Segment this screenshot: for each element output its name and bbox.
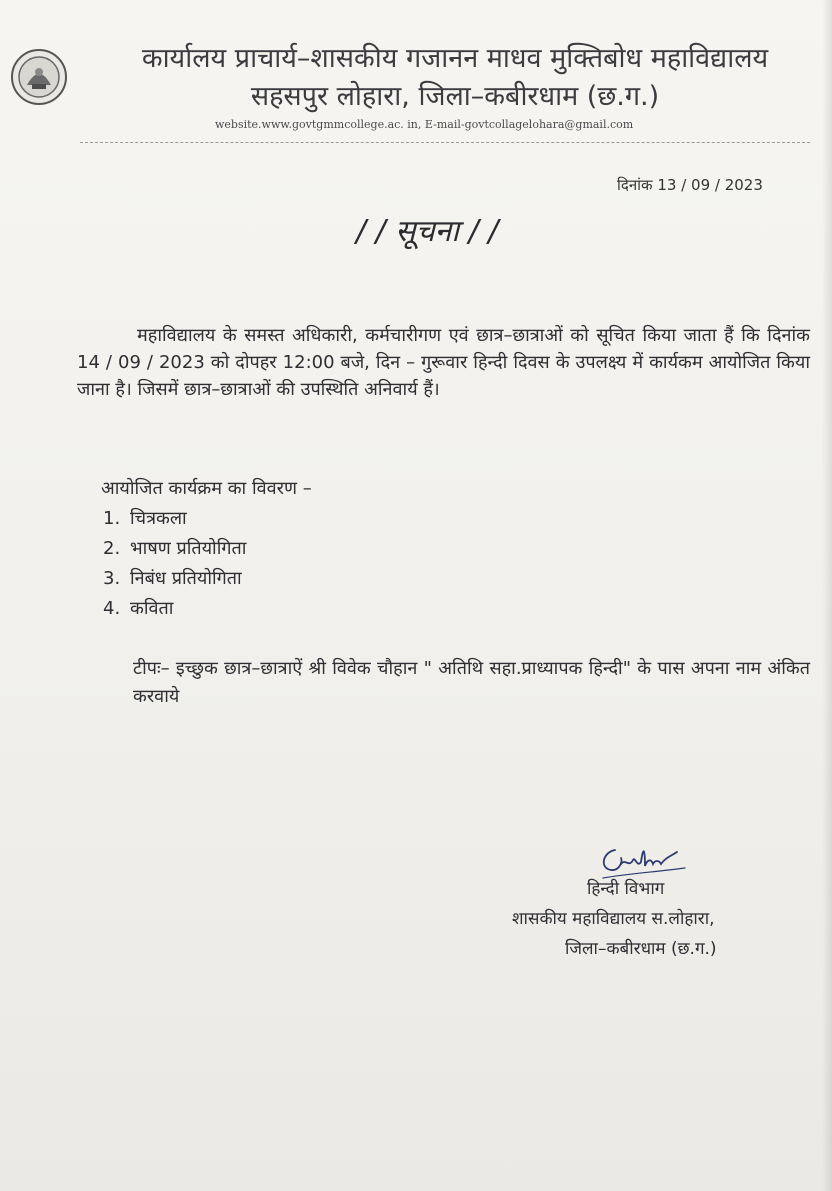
- handwritten-signature: [595, 838, 690, 880]
- college-logo-icon: [10, 48, 68, 106]
- notice-paragraph: [77, 322, 810, 403]
- list-item-number: 2.: [103, 538, 121, 559]
- list-item: [103, 504, 246, 534]
- notice-tip: टीपः– इच्छुक छात्र–छात्राऐं श्री विवेक चौहान " अतिथि सहा.प्राध्यापक हिन्दी" के पास अपना नाम अंकित करवाये: [133, 658, 810, 707]
- notice-title: / / सूचना / /: [356, 214, 499, 249]
- notice-date: दिनांक 13 / 09 / 2023: [617, 176, 763, 194]
- programme-list-heading: आयोजित कार्यक्रम का विवरण –: [101, 478, 312, 499]
- list-item-number: 3.: [103, 568, 121, 589]
- page-edge-shadow: [822, 0, 832, 1191]
- header-title-line1: कार्यालय प्राचार्य–शासकीय गजानन माधव मुक्तिबोध महाविद्यालय: [141, 43, 769, 74]
- list-item-text: कविता: [130, 598, 174, 619]
- list-item-text: भाषण प्रतियोगिता: [130, 538, 247, 559]
- list-item-text: चित्रकला: [130, 508, 187, 529]
- programme-list: [103, 504, 246, 624]
- list-item-number: 1.: [103, 508, 121, 529]
- list-item: [103, 534, 246, 564]
- header-divider: [80, 142, 810, 143]
- list-item: [103, 564, 246, 594]
- signatory-department: हिन्दी विभाग: [587, 879, 665, 899]
- signatory-district: जिला–कबीरधाम (छ.ग.): [565, 939, 717, 959]
- header-contact: website.www.govtgmmcollege.ac. in, E-mail-govtcollagelohara@gmail.com: [215, 118, 634, 131]
- list-item-text: निबंध प्रतियोगिता: [130, 568, 242, 589]
- list-item-number: 4.: [103, 598, 121, 619]
- header-title-line2: सहसपुर लोहारा, जिला–कबीरधाम (छ.ग.): [250, 81, 660, 112]
- signatory-institution: शासकीय महाविद्यालय स.लोहारा,: [512, 909, 715, 929]
- notice-paragraph-text: महाविद्यालय के समस्त अधिकारी, कर्मचारीगण एवं छात्र–छात्राओं को सूचित किया जाता हैं कि दिनांक 14 / 09 / 2023 को दोपहर 12:00 बजे, दिन – गुरूवार हिन्दी दिवस के उपलक्ष्य में कार्यकम आयोजित किया जाना है। जिसमें छात्र–छात्राओं की उपस्थिति अनिवार्य हैं।: [77, 325, 810, 400]
- list-item: [103, 594, 246, 624]
